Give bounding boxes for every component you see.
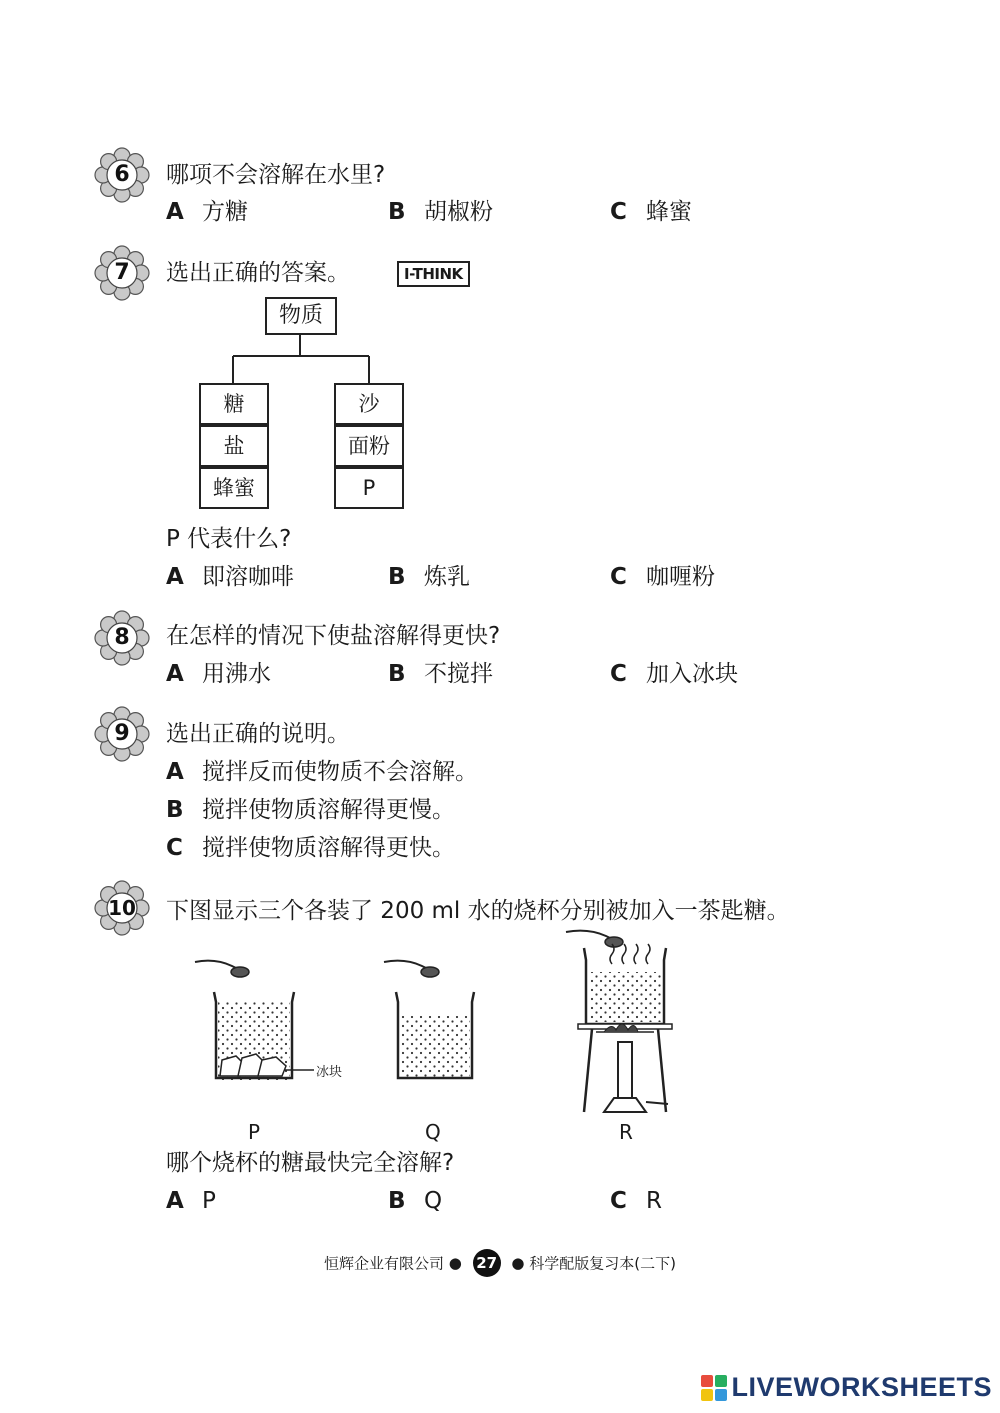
page-footer: 恒辉企业有限公司 ● 27 ● 科学配版复习本(二下): [0, 1249, 1000, 1277]
option-b[interactable]: B 不搅拌: [388, 661, 493, 687]
option-c[interactable]: C R: [610, 1188, 662, 1214]
question-text: 哪项不会溶解在水里?: [166, 162, 386, 188]
question-subtext: 哪个烧杯的糖最快完全溶解?: [166, 1150, 455, 1176]
question-number-badge: [94, 147, 150, 203]
option-c[interactable]: C 搅拌使物质溶解得更快。: [166, 835, 455, 861]
question-number: 6: [114, 162, 130, 187]
question-number: 7: [114, 260, 130, 285]
question-text: 选出正确的说明。: [166, 721, 350, 747]
diagram-left-cell: 盐: [199, 425, 269, 467]
option-c[interactable]: C 加入冰块: [610, 661, 738, 687]
option-c[interactable]: C 咖喱粉: [610, 564, 715, 590]
question-text: 选出正确的答案。: [166, 260, 350, 286]
spoon-icon: [231, 967, 249, 977]
question-number: 9: [114, 721, 130, 746]
question-number-badge: [94, 706, 150, 762]
option-b[interactable]: B 搅拌使物质溶解得更慢。: [166, 797, 455, 823]
beaker-illustrations: [0, 920, 1000, 1130]
footer-publisher: 恒辉企业有限公司: [323, 1254, 444, 1273]
beaker-p: [195, 961, 314, 1080]
beaker-label-p: P: [248, 1120, 261, 1144]
diagram-left-cell: 蜂蜜: [199, 467, 269, 509]
question-text: 下图显示三个各装了 200 ml 水的烧杯分别被加入一茶匙糖。: [166, 898, 790, 924]
brand-name: LIVEWORKSHEETS: [731, 1372, 992, 1402]
question-number-badge: [94, 245, 150, 301]
option-c[interactable]: C 蜂蜜: [610, 199, 692, 225]
diagram-connectors: [0, 0, 1000, 560]
option-a[interactable]: A 搅拌反而使物质不会溶解。: [166, 759, 478, 785]
option-a[interactable]: A 即溶咖啡: [166, 564, 294, 590]
option-b[interactable]: B 胡椒粉: [388, 199, 493, 225]
option-a[interactable]: A P: [166, 1188, 216, 1214]
spoon-icon: [605, 937, 623, 947]
liveworksheets-logo-icon: [701, 1375, 727, 1401]
footer-book-title: 科学配版复习本(二下): [529, 1254, 677, 1273]
question-number: 10: [108, 896, 136, 920]
ice-label: 冰块: [316, 1065, 343, 1080]
i-think-tag: I-THINK: [397, 261, 470, 287]
option-a[interactable]: A 方糖: [166, 199, 248, 225]
option-b[interactable]: B 炼乳: [388, 564, 470, 590]
question-text: 在怎样的情况下使盐溶解得更快?: [166, 623, 501, 649]
beaker-label-r: R: [619, 1120, 633, 1144]
diagram-right-cell: 面粉: [334, 425, 404, 467]
diagram-right-cell: 沙: [334, 383, 404, 425]
beaker-label-q: Q: [425, 1120, 441, 1144]
liveworksheets-brand[interactable]: [701, 1372, 992, 1403]
ice-cubes-icon: [220, 1054, 286, 1076]
beaker-q: [384, 961, 474, 1078]
spoon-icon: [421, 967, 439, 977]
question-number: 8: [114, 625, 130, 650]
beaker-r: [566, 931, 672, 1112]
question-subtext: P 代表什么?: [166, 526, 292, 552]
diagram-root-box: 物质: [265, 297, 337, 335]
diagram-right-cell: P: [334, 467, 404, 509]
question-number-badge: [94, 610, 150, 666]
diagram-left-cell: 糖: [199, 383, 269, 425]
footer-page-number: 27: [473, 1249, 501, 1277]
option-a[interactable]: A 用沸水: [166, 661, 271, 687]
option-b[interactable]: B Q: [388, 1188, 443, 1214]
